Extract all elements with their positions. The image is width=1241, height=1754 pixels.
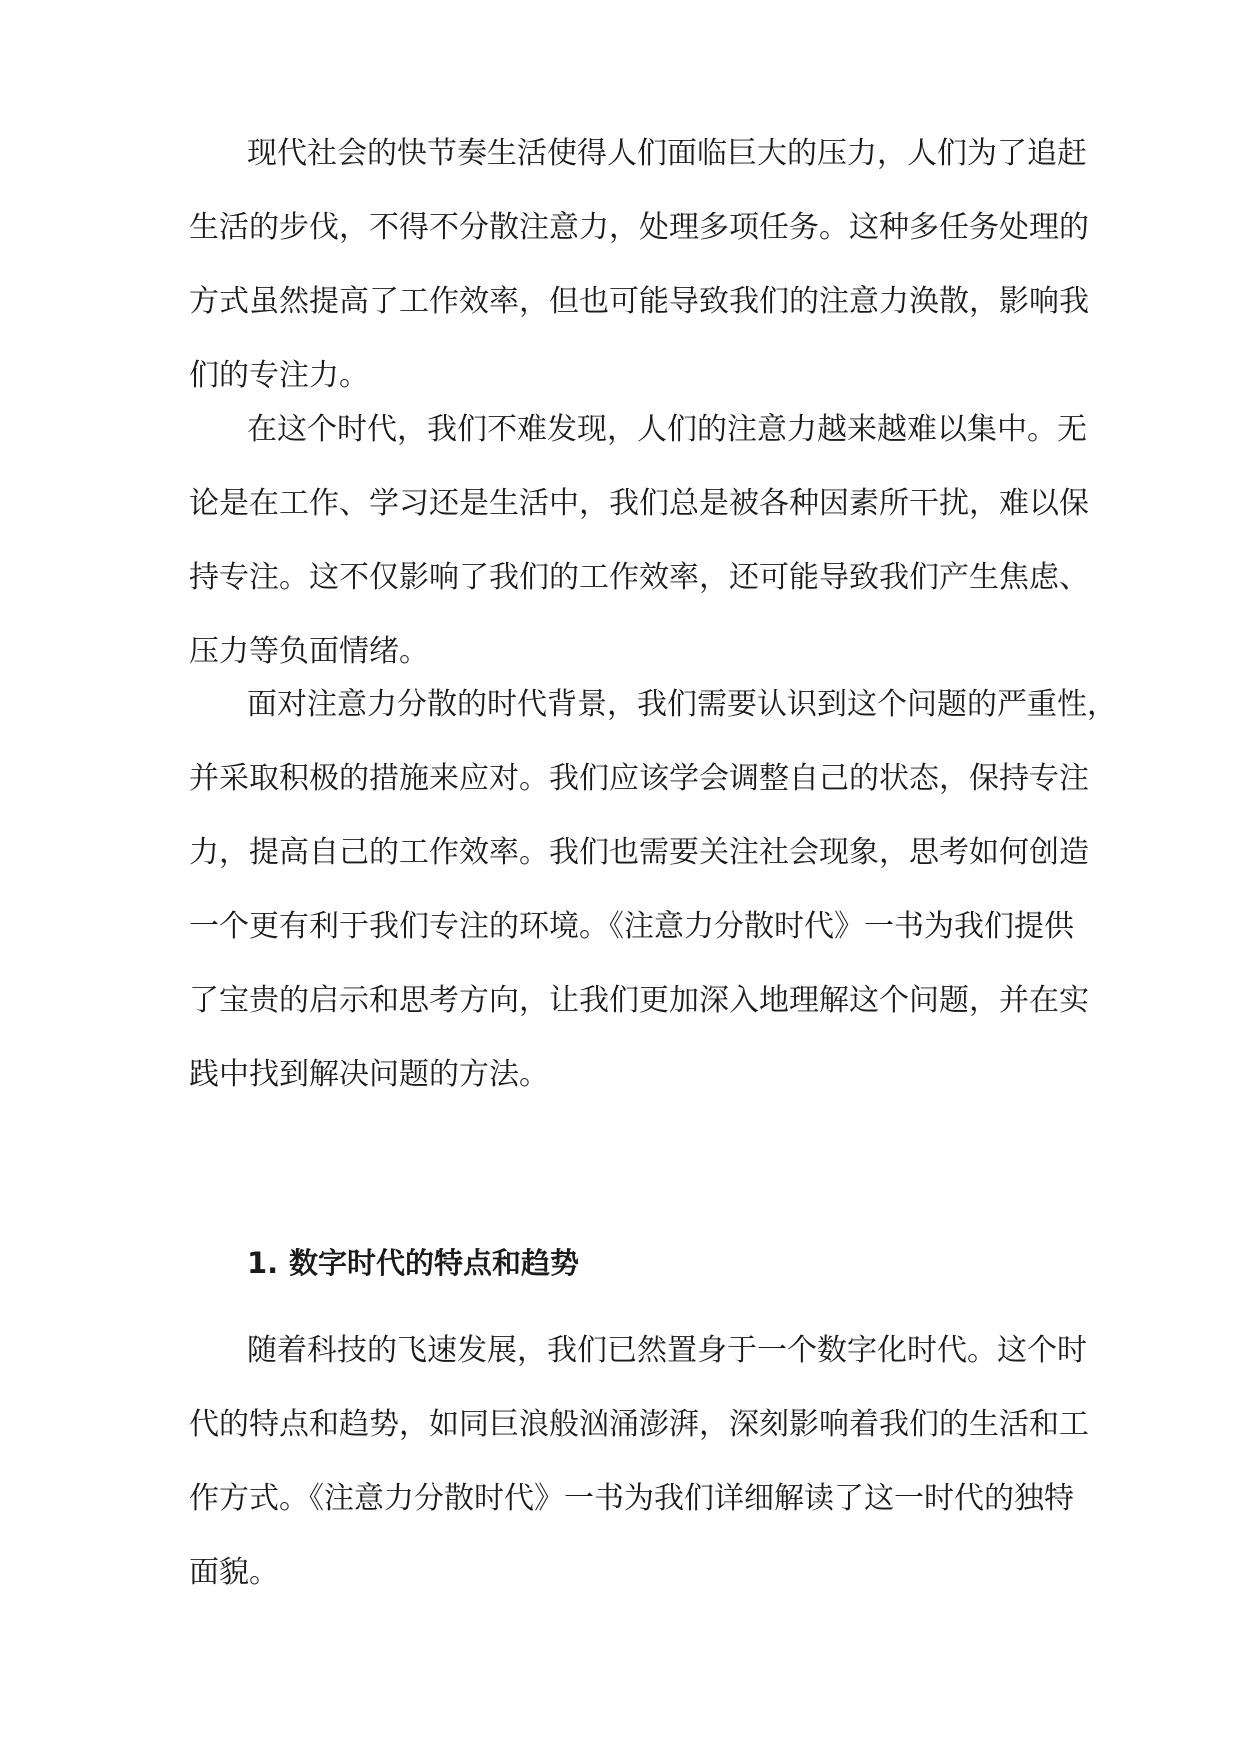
paragraph-line: 面对注意力分散的时代背景，我们需要认识到这个问题的严重性， xyxy=(247,687,1117,722)
paragraph-3 xyxy=(189,668,1117,1112)
paragraph-line: 方式虽然提高了工作效率，但也可能导致我们的注意力涣散，影响我 xyxy=(189,284,1089,319)
paragraph-line: 在这个时代，我们不难发现，人们的注意力越来越难以集中。无 xyxy=(247,412,1087,447)
section-heading xyxy=(247,1233,579,1293)
paragraph-line: 随着科技的飞速发展，我们已然置身于一个数字化时代。这个时 xyxy=(247,1333,1087,1368)
paragraph-1 xyxy=(189,117,1089,413)
section-paragraph xyxy=(189,1314,1089,1610)
paragraph-line: 了宝贵的启示和思考方向，让我们更加深入地理解这个问题，并在实 xyxy=(189,983,1089,1018)
paragraph-line: 践中找到解决问题的方法。 xyxy=(189,1057,549,1092)
paragraph-line: 并采取积极的措施来应对。我们应该学会调整自己的状态，保持专注 xyxy=(189,761,1089,796)
paragraph-line: 持专注。这不仅影响了我们的工作效率，还可能导致我们产生焦虑、 xyxy=(189,560,1089,595)
paragraph-line: 压力等负面情绪。 xyxy=(189,634,429,669)
section-number: 1. xyxy=(247,1246,279,1280)
paragraph-line: 力，提高自己的工作效率。我们也需要关注社会现象，思考如何创造 xyxy=(189,835,1089,870)
paragraph-line: 作方式。《注意力分散时代》一书为我们详细解读了这一时代的独特 xyxy=(189,1481,1074,1516)
section-title: 数字时代的特点和趋势 xyxy=(289,1246,580,1280)
paragraph-line: 代的特点和趋势，如同巨浪般汹涌澎湃，深刻影响着我们的生活和工 xyxy=(189,1407,1089,1442)
paragraph-line: 生活的步伐，不得不分散注意力，处理多项任务。这种多任务处理的 xyxy=(189,210,1089,245)
paragraph-line: 一个更有利于我们专注的环境。《注意力分散时代》一书为我们提供 xyxy=(189,909,1074,944)
paragraph-2 xyxy=(189,393,1089,689)
paragraph-line: 论是在工作、学习还是生活中，我们总是被各种因素所干扰，难以保 xyxy=(189,486,1089,521)
paragraph-line: 面貌。 xyxy=(189,1555,279,1590)
paragraph-line: 们的专注力。 xyxy=(189,358,369,393)
paragraph-line: 现代社会的快节奏生活使得人们面临巨大的压力，人们为了追赶 xyxy=(247,136,1087,171)
